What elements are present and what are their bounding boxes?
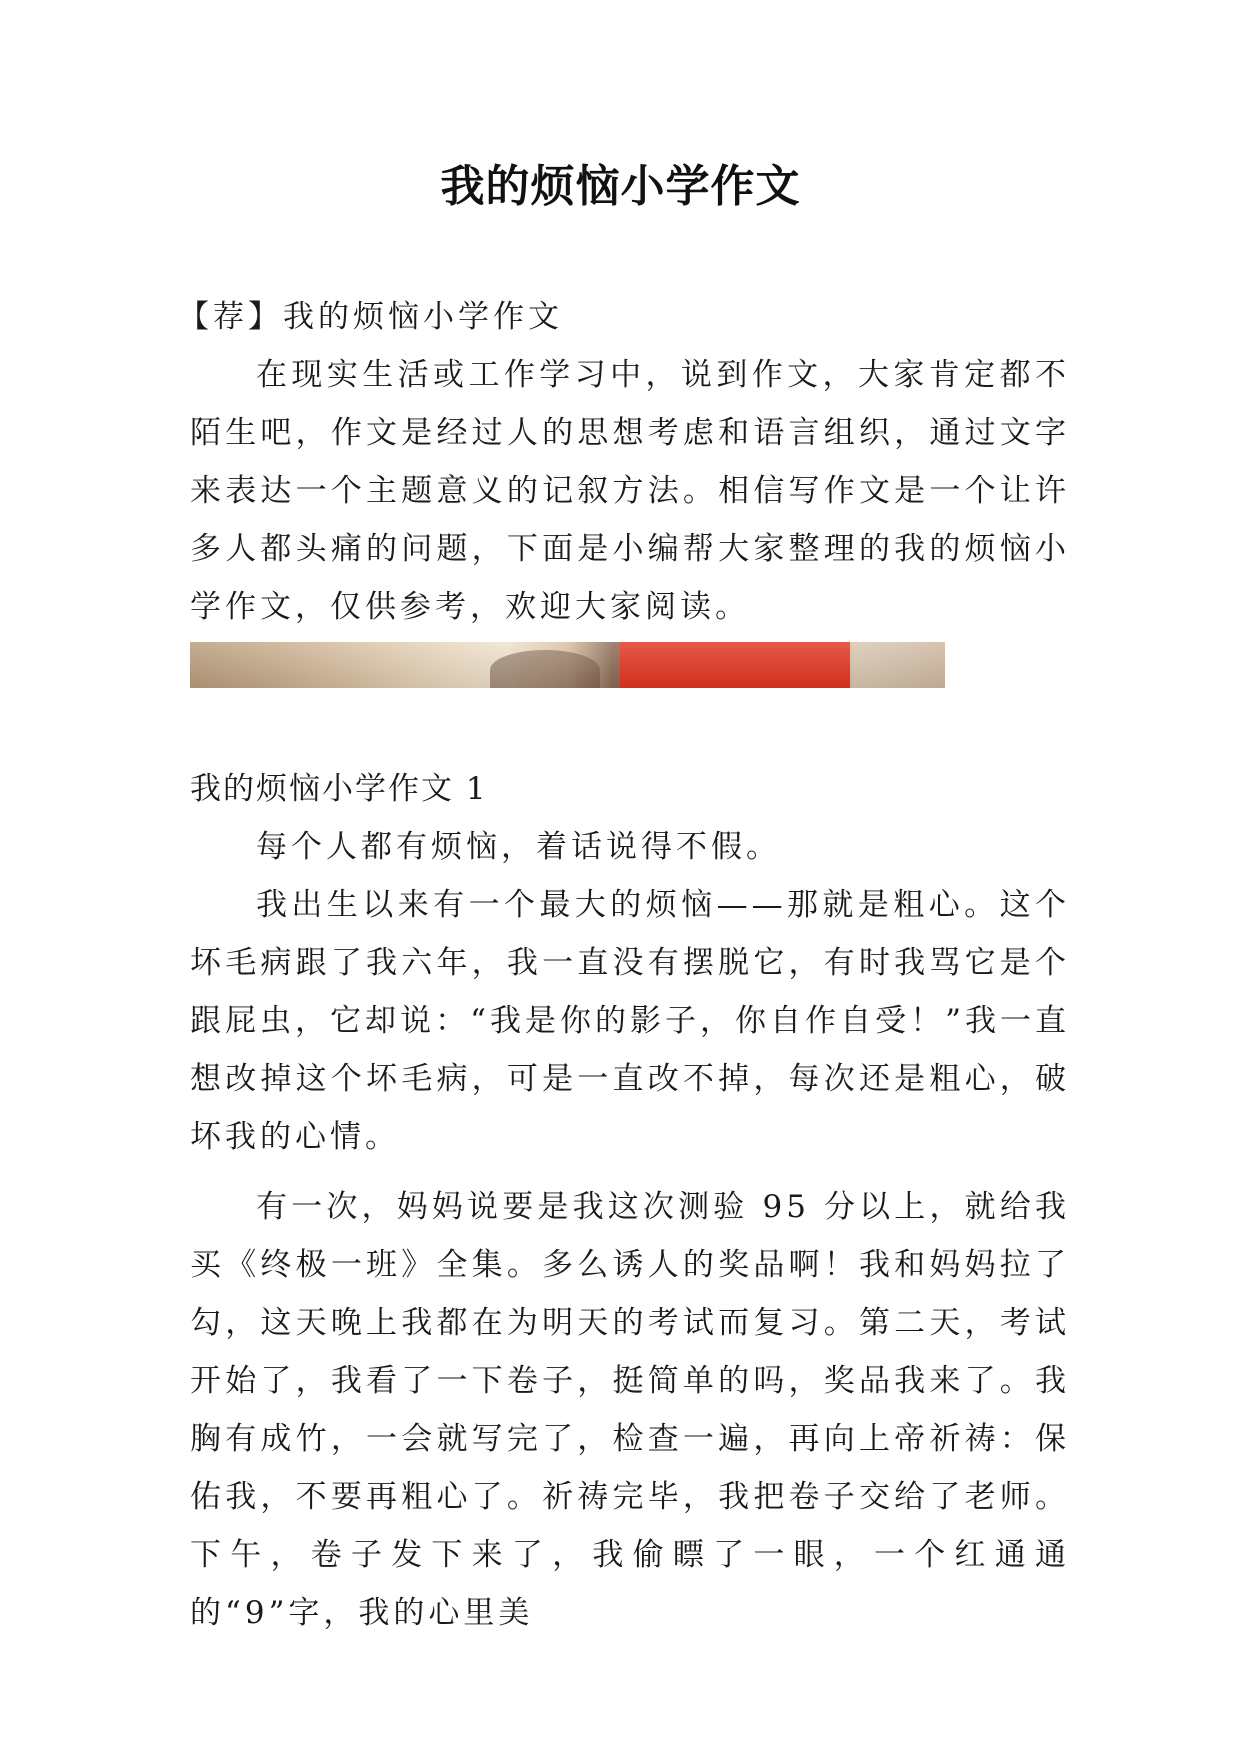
intro-paragraph: 在现实生活或工作学习中，说到作文，大家肯定都不陌生吧，作文是经过人的思想考虑和语言组织，通过文字来表达一个主题意义的记叙方法。相信写作文是一个让许多人都头痛的问题，下面是小编帮大家整理的我的烦恼小学作文，仅供参考，欢迎大家阅读。 xyxy=(190,357,1070,625)
body-paragraph: 我出生以来有一个最大的烦恼——那就是粗心。这个坏毛病跟了我六年，我一直没有摆脱它，有时我骂它是个跟屁虫，它却说：“我是你的影子，你自作自受！”我一直想改掉这个坏毛病，可是一直改不掉，每次还是粗心，破坏我的心情。 xyxy=(190,887,1070,1155)
section-title: 我的烦恼小学作文 1 xyxy=(190,771,488,807)
recommend-line: 【荐】我的烦恼小学作文 xyxy=(178,299,563,335)
illustration-image xyxy=(190,642,945,688)
document-title: 我的烦恼小学作文 xyxy=(440,161,801,212)
image-shade-overlay xyxy=(190,642,945,688)
body-paragraph: 每个人都有烦恼，着话说得不假。 xyxy=(256,829,781,865)
body-paragraph: 有一次，妈妈说要是我这次测验 95 分以上，就给我买《终极一班》全集。多么诱人的奖品啊！我和妈妈拉了勾，这天晚上我都在为明天的考试而复习。第二天，考试开始了，我看了一下卷子，挺简单的吗，奖品我来了。我胸有成竹，一会就写完了，检查一遍，再向上帝祈祷：保佑我，不要再粗心了。祈祷完毕，我把卷子交给了老师。下午，卷子发下来了，我偷瞟了一眼，一个红通通的“9”字，我的心里美 xyxy=(190,1189,1070,1631)
document-body xyxy=(178,288,1070,1642)
